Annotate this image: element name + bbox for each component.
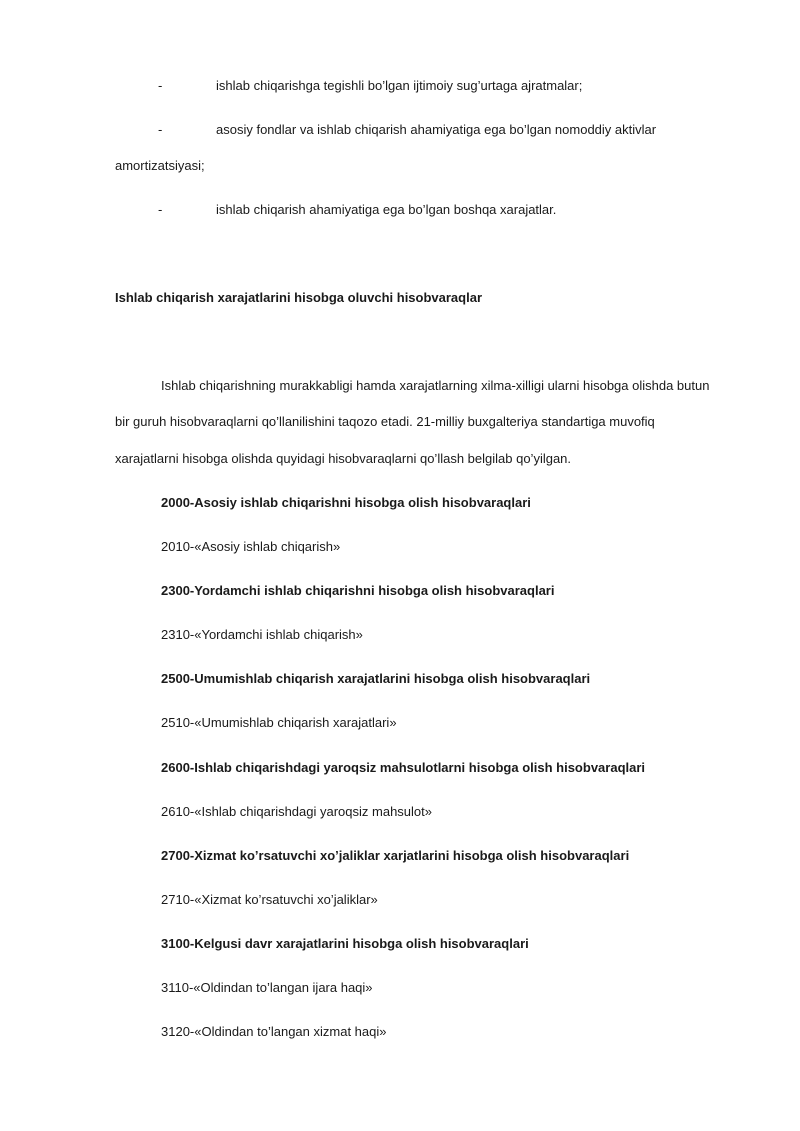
bullet-dash: -: [158, 202, 163, 217]
account-group-heading: 2300-Yordamchi ishlab chiqarishni hisobga olish hisobvaraqlari: [161, 583, 555, 598]
paragraph-line: xarajatlarni hisobga olishda quyidagi hisobvaraqlarni qo’llash belgilab qo’yilgan.: [115, 451, 572, 466]
account-item: 3120-«Oldindan to’langan xizmat haqi»: [161, 1024, 387, 1039]
account-item: 2010-«Asosiy ishlab chiqarish»: [161, 539, 341, 554]
paragraph-line: bir guruh hisobvaraqlarni qo’llanilishini taqozo etadi. 21-milliy buxgalteriya standartiga muvofiq: [115, 414, 655, 429]
section-heading: Ishlab chiqarish xarajatlarini hisobga oluvchi hisobvaraqlar: [115, 290, 483, 305]
account-item: 2310-«Yordamchi ishlab chiqarish»: [161, 627, 363, 642]
bullet-text: ishlab chiqarish ahamiyatiga ega bo’lgan boshqa xarajatlar.: [216, 202, 557, 217]
account-group-heading: 2000-Asosiy ishlab chiqarishni hisobga olish hisobvaraqlari: [161, 495, 531, 510]
account-item: 2610-«Ishlab chiqarishdagi yaroqsiz mahsulot»: [161, 804, 432, 819]
account-group-heading: 2500-Umumishlab chiqarish xarajatlarini hisobga olish hisobvaraqlari: [161, 671, 591, 686]
account-item: 2510-«Umumishlab chiqarish xarajatlari»: [161, 715, 397, 730]
bullet-text: asosiy fondlar va ishlab chiqarish ahamiyatiga ega bo’lgan nomoddiy aktivlar: [216, 122, 657, 137]
account-item: 2710-«Xizmat ko’rsatuvchi xo’jaliklar»: [161, 892, 378, 907]
account-group-heading: 2700-Xizmat ko’rsatuvchi xo’jaliklar xarjatlarini hisobga olish hisobvaraqlari: [161, 848, 630, 863]
account-group-heading: 2600-Ishlab chiqarishdagi yaroqsiz mahsulotlarni hisobga olish hisobvaraqlari: [161, 760, 646, 775]
bullet-text: ishlab chiqarishga tegishli bo’lgan ijtimoiy sug’urtaga ajratmalar;: [216, 78, 583, 93]
bullet-dash: -: [158, 78, 163, 93]
account-group-heading: 3100-Kelgusi davr xarajatlarini hisobga olish hisobvaraqlari: [161, 936, 529, 951]
bullet-continuation: amortizatsiyasi;: [115, 158, 205, 173]
paragraph-line: Ishlab chiqarishning murakkabligi hamda xarajatlarning xilma-xilligi ularni hisobga olishda butun: [161, 378, 710, 393]
account-item: 3110-«Oldindan to’langan ijara haqi»: [161, 980, 373, 995]
bullet-dash: -: [158, 122, 163, 137]
